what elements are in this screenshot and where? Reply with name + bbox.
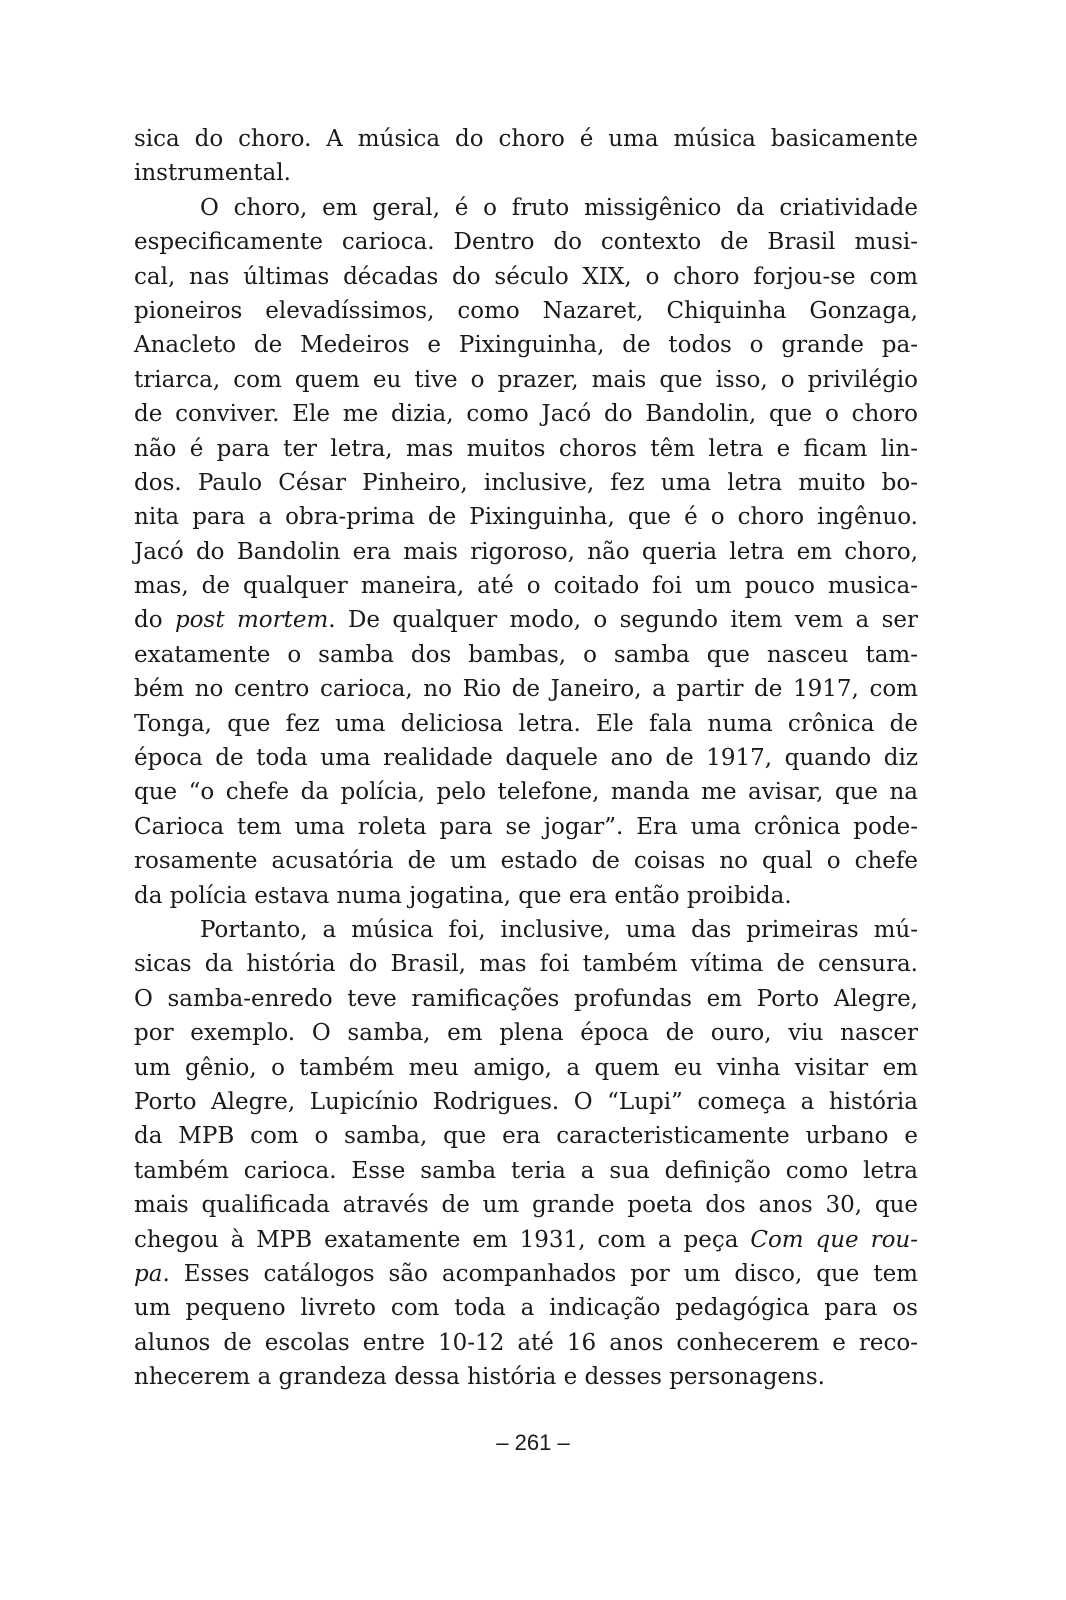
text-line: rosamente acusatória de um estado de coisas no qual o chefe [134, 848, 918, 875]
line-segment: . De qualquer modo, o segundo item vem a ser [328, 607, 918, 634]
text-line: sica do choro. A música do choro é uma música basicamente [134, 126, 918, 152]
text-line: da polícia estava numa jogatina, que era então proibida. [134, 882, 792, 909]
text-line: Tonga, que fez uma deliciosa letra. Ele fala numa crônica de [134, 710, 918, 737]
text-line: instrumental. [134, 160, 291, 187]
line-segment: do [134, 607, 175, 634]
paragraph-start-line: Portanto, a música foi, inclusive, uma das primeiras mú- [200, 916, 918, 943]
italic-term: Com que rou- [750, 1226, 918, 1253]
text-line: de conviver. Ele me dizia, como Jacó do Bandolin, que o choro [134, 401, 918, 428]
text-line: dos. Paulo César Pinheiro, inclusive, fez uma letra muito bo- [134, 469, 918, 496]
text-line: também carioca. Esse samba teria a sua definição como letra [134, 1157, 918, 1184]
text-line: nhecerem a grandeza dessa história e desses personagens. [134, 1364, 825, 1391]
text-line: época de toda uma realidade daquele ano de 1917, quando diz [134, 745, 918, 772]
line-segment: chegou à MPB exatamente em 1931, com a peça [134, 1226, 751, 1253]
text-line: alunos de escolas entre 10-12 até 16 anos conhecerem e reco- [134, 1329, 918, 1356]
italic-term: post mortem [174, 607, 329, 634]
text-line: que “o chefe da polícia, pelo telefone, manda me avisar, que na [134, 779, 918, 806]
text-line-with-italic [134, 603, 918, 637]
text-line: triarca, com quem eu tive o prazer, mais que isso, o privilégio [134, 366, 918, 393]
text-line: especificamente carioca. Dentro do contexto de Brasil musi- [134, 229, 918, 256]
text-line: O samba-enredo teve ramificações profundas em Porto Alegre, [134, 985, 918, 1012]
text-line: mais qualificada através de um grande poeta dos anos 30, que [134, 1192, 918, 1219]
paragraph-start-line: O choro, em geral, é o fruto missigênico da criatividade [200, 194, 918, 221]
text-line: não é para ter letra, mas muitos choros têm letra e ficam lin- [134, 435, 918, 462]
page-number: – 261 – [496, 1430, 570, 1455]
text-line: Carioca tem uma roleta para se jogar”. Era uma crônica pode- [134, 813, 918, 840]
text-line: Anacleto de Medeiros e Pixinguinha, de todos o grande pa- [134, 332, 918, 359]
text-line: sicas da história do Brasil, mas foi também vítima de censura. [134, 951, 918, 978]
text-line: cal, nas últimas décadas do século XIX, o choro forjou-se com [134, 263, 918, 290]
text-line-with-italic [134, 1223, 918, 1257]
text-line: Jacó do Bandolin era mais rigoroso, não queria letra em choro, [134, 538, 918, 565]
text-line: por exemplo. O samba, em plena época de ouro, viu nascer [134, 1020, 918, 1047]
line-segment: . Esses catálogos são acompanhados por um disco, que tem [162, 1260, 918, 1287]
text-line: exatamente o samba dos bambas, o samba que nasceu tam- [134, 641, 918, 668]
text-line: nita para a obra-prima de Pixinguinha, que é o choro ingênuo. [134, 504, 918, 531]
text-line: Porto Alegre, Lupicínio Rodrigues. O “Lupi” começa a história [134, 1088, 918, 1115]
text-line: um pequeno livreto com toda a indicação pedagógica para os [134, 1295, 918, 1322]
text-line: um gênio, o também meu amigo, a quem eu vinha visitar em [134, 1054, 918, 1081]
italic-term: pa [134, 1260, 163, 1287]
text-line: mas, de qualquer maneira, até o coitado foi um pouco musica- [134, 573, 918, 600]
text-line-with-italic [134, 1257, 918, 1291]
text-line: pioneiros elevadíssimos, como Nazaret, Chiquinha Gonzaga, [134, 297, 918, 324]
body-text [134, 122, 918, 1394]
text-line: da MPB com o samba, que era caracteristicamente urbano e [134, 1123, 918, 1150]
text-line: bém no centro carioca, no Rio de Janeiro, a partir de 1917, com [134, 676, 918, 703]
